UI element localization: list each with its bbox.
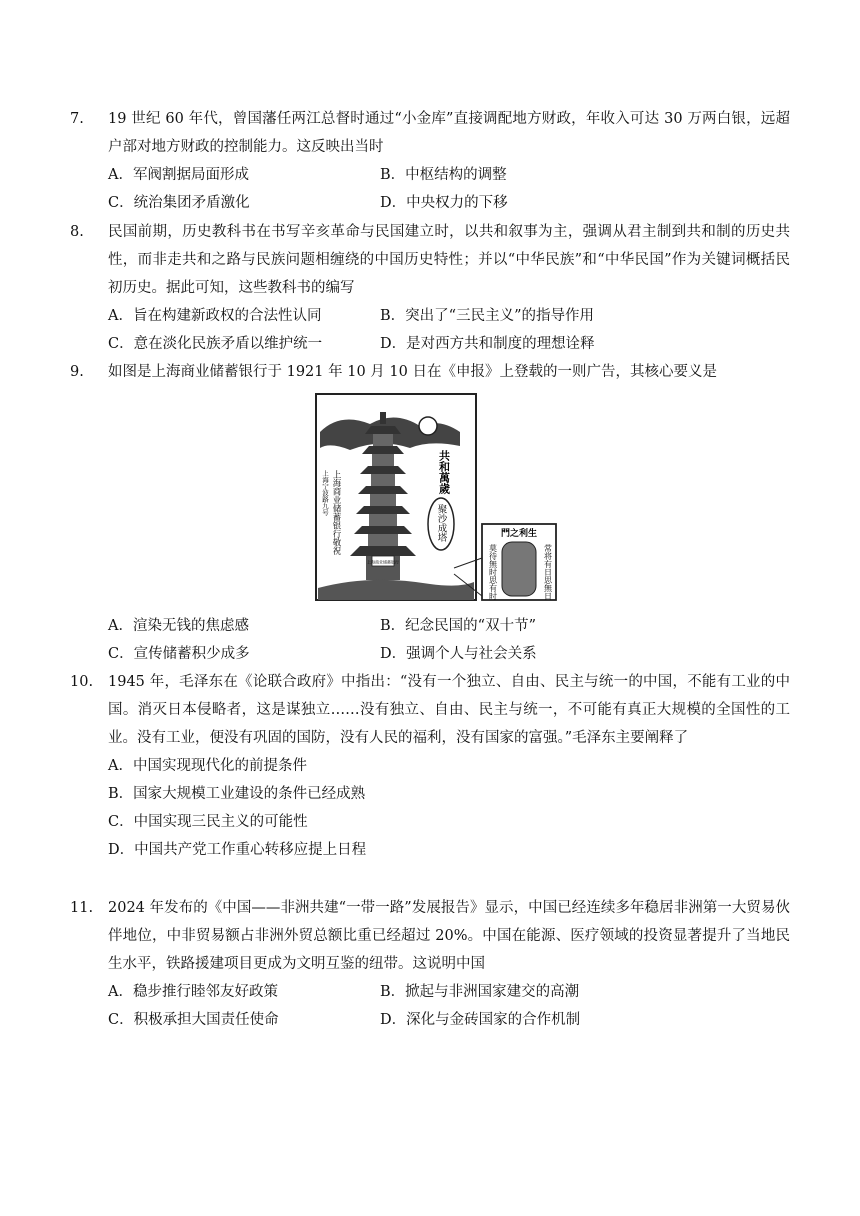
ad-address-vertical-text: 上海宁波路九号 xyxy=(321,470,329,516)
detail-box-col2: 莫待無时思有时 xyxy=(488,544,498,600)
option-d[interactable]: D．是对西方共和制度的理想诠释 xyxy=(380,336,595,352)
option-b[interactable]: B．突出了“三民主义”的指导作用 xyxy=(380,308,594,324)
option-d[interactable]: D．深化与金砖国家的合作机制 xyxy=(380,1012,581,1028)
option-a[interactable]: A．中国实现现代化的前提条件 xyxy=(108,758,307,774)
option-a[interactable]: A．军阀割据局面形成 xyxy=(108,167,249,183)
stone-tablet xyxy=(502,542,536,596)
question-number: 9. xyxy=(70,364,84,380)
options xyxy=(108,612,790,668)
option-a[interactable]: A．稳步推行睦邻友好政策 xyxy=(108,984,278,1000)
option-b[interactable]: B．纪念民国的“双十节” xyxy=(380,618,536,634)
ad-illustration xyxy=(310,392,770,606)
option-c[interactable]: C．宣传储蓄积少成多 xyxy=(108,646,250,662)
question-stem: 19 世纪 60 年代，曾国藩任两江总督时通过“小金库”直接调配地方财政，年收入可达 30 万两白银，远超户部对地方财政的控制能力。这反映出当时 xyxy=(108,111,790,155)
question-10 xyxy=(70,668,790,864)
question-stem: 民国前期，历史教科书在书写辛亥革命与民国建立时，以共和叙事为主，强调从君主制到共和制的历史共性，而非走共和之路与民族问题相缠绕的中国历史特性；并以“中华民族”和“中华民国”作为关键词概括民初历史。据此可知，这些教科书的编写 xyxy=(108,224,790,296)
option-d[interactable]: D．中国共产党工作重心转移应提上日程 xyxy=(108,842,367,858)
question-8 xyxy=(70,218,790,358)
option-b[interactable]: B．掀起与非洲国家建交的高潮 xyxy=(380,984,580,1000)
question-stem: 如图是上海商业储蓄银行于 1921 年 10 月 10 日在《申报》上登载的一则广告，其核心要义是 xyxy=(108,364,717,380)
question-11 xyxy=(70,894,790,1034)
option-a[interactable]: A．渲染无钱的焦虑感 xyxy=(108,618,249,634)
option-c[interactable]: C．意在淡化民族矛盾以维护统一 xyxy=(108,336,323,352)
question-stem: 2024 年发布的《中国——非洲共建“一带一路”发展报告》显示，中国已经连续多年稳居非洲第一大贸易伙伴地位，中非贸易额占非洲外贸总额比重已经超过 20%。中国在能源、医疗领域的投资显著提升了当地民生水平，铁路援建项目更成为文明互鉴的纽带。这说明中国 xyxy=(108,900,790,972)
detail-box-col1: 常将有日思無日 xyxy=(543,544,553,600)
question-number: 11. xyxy=(70,900,94,916)
question-number: 8. xyxy=(70,224,84,240)
option-c[interactable]: C．统治集团矛盾激化 xyxy=(108,195,250,211)
options xyxy=(108,752,790,864)
option-c[interactable]: C．中国实现三民主义的可能性 xyxy=(108,814,308,830)
moon-icon xyxy=(419,417,437,435)
question-7 xyxy=(70,105,790,217)
option-d[interactable]: D．中央权力的下移 xyxy=(380,195,508,211)
question-number: 7. xyxy=(70,111,84,127)
detail-box-title: 門之利生 xyxy=(500,529,538,539)
option-b[interactable]: B．国家大规模工业建设的条件已经成熟 xyxy=(108,786,366,802)
options xyxy=(108,302,790,358)
options xyxy=(108,161,790,217)
ad-left-vertical-text: 上海商业储蓄银行敬祝 xyxy=(331,470,341,555)
tower-plaque-text: 上海商业储蓄银行 xyxy=(367,559,399,565)
option-a[interactable]: A．旨在构建新政权的合法性认同 xyxy=(108,308,322,324)
question-number: 10. xyxy=(70,674,94,690)
ad-slogan-vertical-text: 共和萬歲 xyxy=(437,450,451,494)
question-9 xyxy=(70,358,790,668)
option-d[interactable]: D．强调个人与社会关系 xyxy=(380,646,537,662)
newspaper-ad-figure xyxy=(310,392,770,606)
option-b[interactable]: B．中枢结构的调整 xyxy=(380,167,507,183)
option-c[interactable]: C．积极承担大国责任使命 xyxy=(108,1012,279,1028)
oval-badge-text: 聚沙成塔 xyxy=(435,504,447,542)
question-stem: 1945 年，毛泽东在《论联合政府》中指出：“没有一个独立、自由、民主与统一的中国，不能有工业的中国。消灭日本侵略者，这是谋独立……没有独立、自由、民主与统一，不可能有真正大规模的全国性的工业。没有工业，便没有巩固的国防，没有人民的福利，没有国家的富强。”毛泽东主要阐释了 xyxy=(108,674,790,746)
options xyxy=(108,978,790,1034)
